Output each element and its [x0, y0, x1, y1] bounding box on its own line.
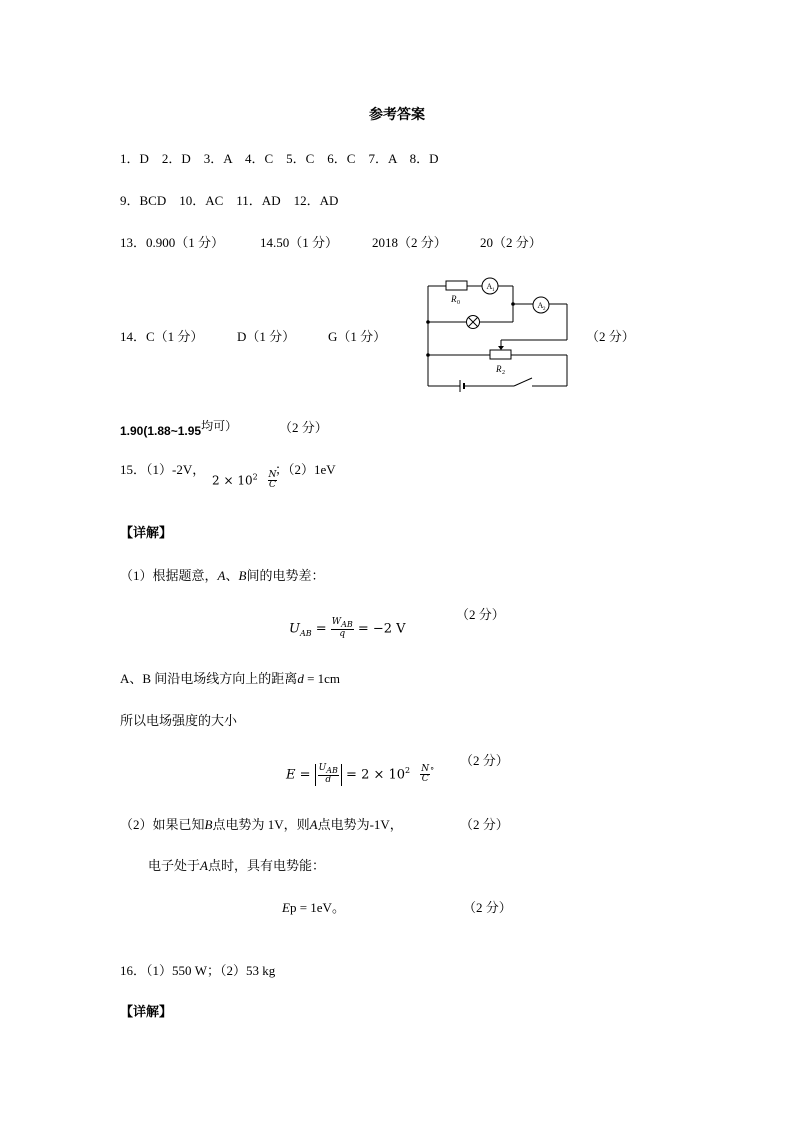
- label-a1-sub: 1: [492, 288, 495, 293]
- label-r0: R: [451, 294, 457, 304]
- q15-field-value: $2 \times 10^2$ $\frac{N}{C}$: [212, 470, 277, 491]
- label-a2-sub: 2: [543, 307, 546, 312]
- resistor-r0: [446, 281, 467, 290]
- field-intro: 所以电场强度的大小: [120, 713, 238, 728]
- circuit-diagram: [420, 270, 580, 400]
- q15-part2-points: （2 分）: [460, 817, 509, 832]
- distance-statement: A、B 间沿电场线方向上的距离d = 1cm: [120, 671, 341, 686]
- q14-value-suffix: 均可）: [201, 419, 238, 433]
- q14-answer-b: D（1 分）: [237, 329, 296, 344]
- q15-head-prefix: 15．（1）-2V，: [120, 462, 206, 477]
- uab-equation: $U_{AB}$ = $\frac{W_{AB}}{q}$ = −2 V: [289, 617, 406, 640]
- rheostat-slider-arrow: [498, 346, 504, 350]
- answers-line-1: 1．D 2．D 3．A 4．C 5．C 6．C 7．A 8．D: [120, 151, 439, 166]
- q15-head-suffix: ；（2）1eV: [275, 462, 336, 477]
- q16-head: 16．（1）550 W；（2）53 kg: [120, 963, 276, 978]
- q13-answer-c: 2018（2 分）: [372, 235, 447, 250]
- q13-answer-b: 14.50（1 分）: [260, 235, 339, 250]
- q14-value-main: 1.90(1.88~1.95: [120, 424, 202, 438]
- q14-value-points: （2 分）: [279, 420, 328, 435]
- q13-answer-a: 13．0.900（1 分）: [120, 235, 225, 250]
- label-r0-sub: 0: [457, 300, 460, 306]
- q15-part1-intro: （1）根据题意，A、B间的电势差：: [120, 568, 325, 583]
- q16-detail-label: 【详解】: [120, 1004, 173, 1019]
- electron-statement: 电子处于A点时，具有电势能：: [148, 858, 325, 873]
- switch: [514, 378, 532, 386]
- rheostat-r2: [490, 350, 511, 359]
- potential-energy-points: （2 分）: [463, 900, 512, 915]
- q14-circuit-points: （2 分）: [586, 329, 635, 344]
- label-a2: A: [537, 301, 544, 310]
- potential-energy: Ep = 1eV。: [282, 900, 345, 915]
- label-a1: A: [486, 282, 493, 291]
- page-title: 参考答案: [369, 108, 425, 123]
- field-points: （2 分）: [460, 753, 509, 768]
- field-equation: E = $\frac{U_{AB}}{d}$ = $2 \times 10^2$ $\frac{N}{C}$ °: [286, 763, 435, 786]
- label-r2: R: [496, 364, 502, 374]
- q14-answer-c: G（1 分）: [328, 329, 387, 344]
- label-r2-sub: 2: [502, 370, 505, 376]
- q13-answer-d: 20（2 分）: [480, 235, 542, 250]
- q15-part2: （2）如果已知B点电势为 1V，则A点电势为-1V，: [120, 817, 403, 832]
- uab-points: （2 分）: [456, 607, 505, 622]
- answers-line-2: 9．BCD 10．AC 11．AD 12．AD: [120, 193, 339, 208]
- q14-answer-a: 14．C（1 分）: [120, 329, 204, 344]
- q15-detail-label: 【详解】: [120, 525, 173, 540]
- q14-value: [120, 419, 238, 438]
